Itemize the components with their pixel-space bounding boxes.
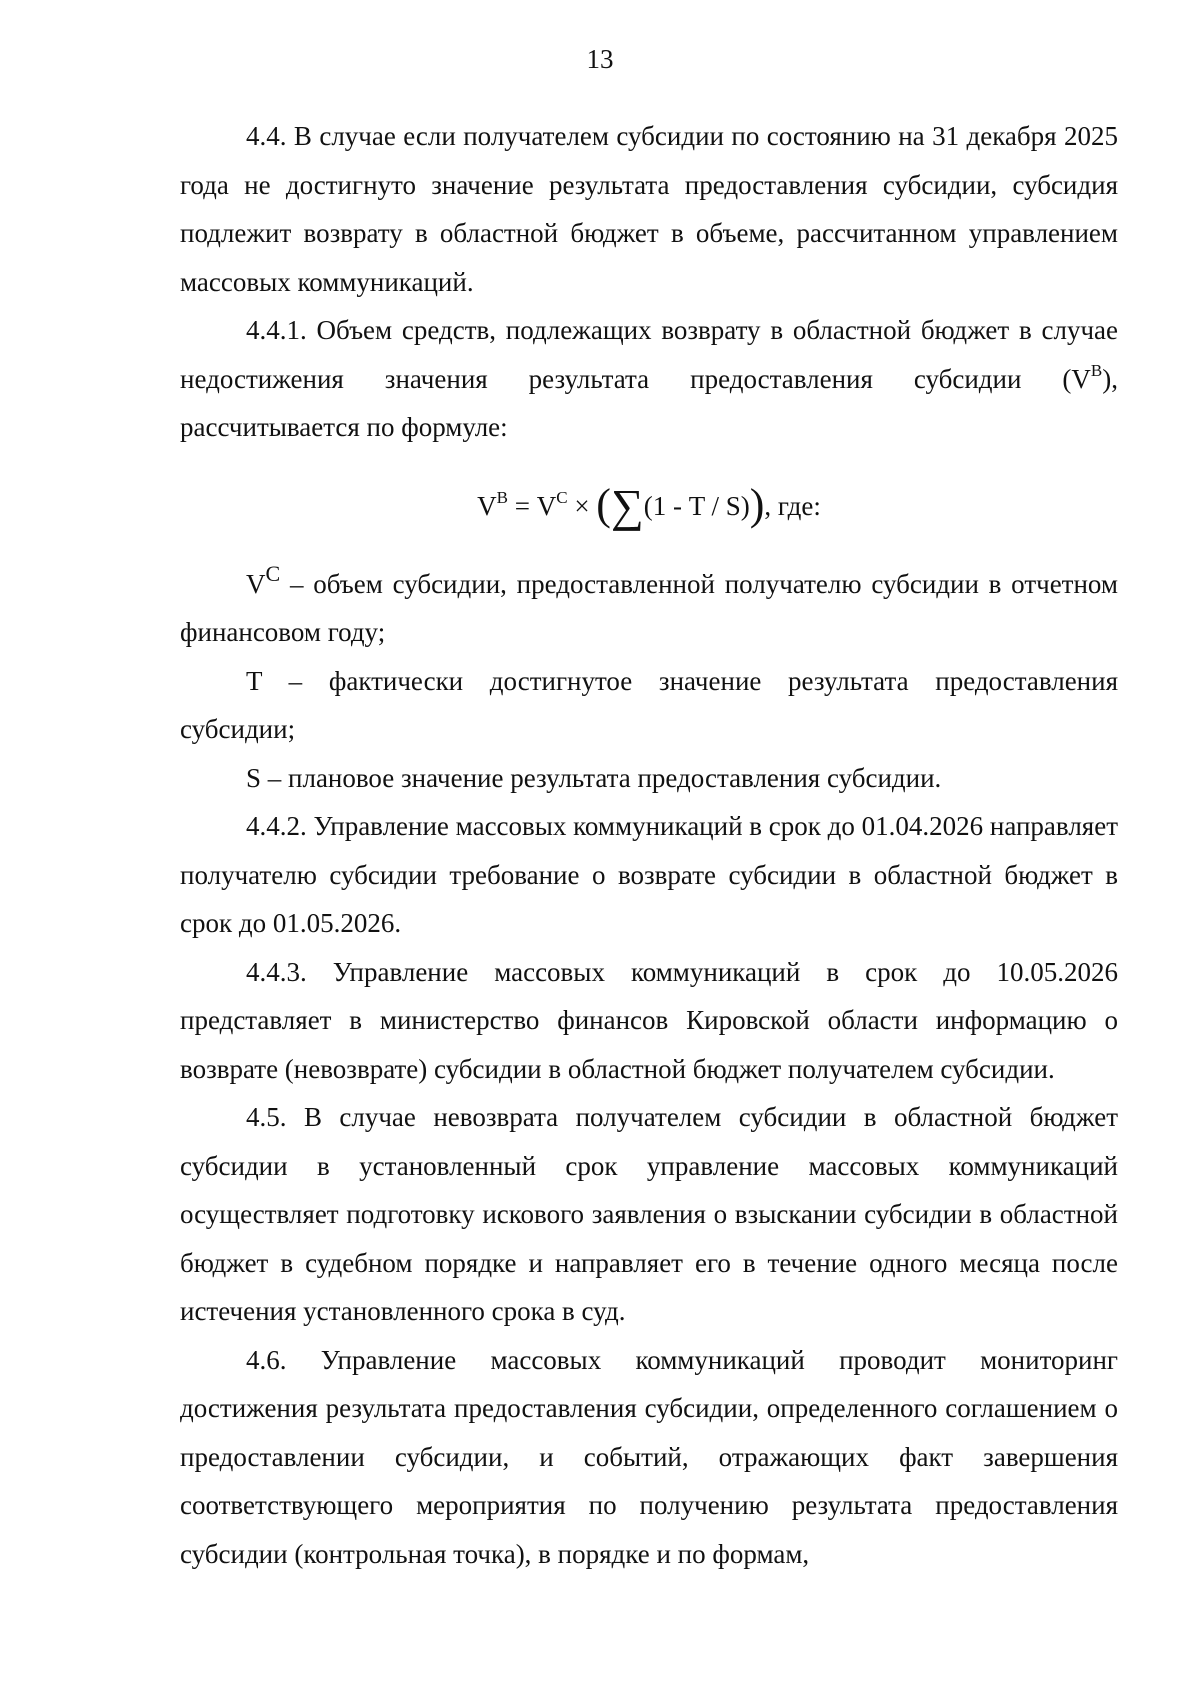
paragraph-4-4-2: 4.4.2. Управление массовых коммуникаций в срок до 01.04.2026 направляет получателю субсидии требование о возврате субсидии в областной бюджет в срок до 01.05.2026.	[180, 811, 1118, 938]
formula-v-left: V	[477, 490, 497, 521]
formula-inner: (1 - T / S)	[643, 490, 750, 521]
formula-close-paren: )	[749, 479, 765, 529]
formula-suffix: , где:	[764, 490, 821, 521]
definition-vc-text: – объем субсидии, предоставленной получателю субсидии в отчетном финансовом году;	[180, 568, 1118, 647]
paragraph-4-4-1-text: 4.4.1. Объем средств, подлежащих возврату в областной бюджет в случае недостижения значения результата предоставления субсидии (V	[180, 315, 1118, 394]
superscript-b: В	[1090, 360, 1103, 380]
paragraph-4-4: 4.4. В случае если получателем субсидии по состоянию на 31 декабря 2025 года не достигнуто значение результата предоставления субсидии, субсидия подлежит возврату в областной бюджет в объеме, рассчитанном управлением массовых коммуникаций.	[180, 121, 1118, 297]
formula-open-paren: (	[596, 479, 611, 529]
paragraph-4-5: 4.5. В случае невозврата получателем субсидии в областной бюджет субсидии в установленный срок управление массовых коммуникаций осуществляет подготовку искового заявления о взыскании субсидии в областной бюджет в судебном порядке и направляет его в течение одного месяца после истечения установленного срока в суд.	[180, 1102, 1118, 1326]
definition-vc-symbol: V	[246, 568, 266, 599]
definition-t: T – фактически достигнутое значение результата предоставления субсидии;	[180, 665, 1118, 744]
formula	[180, 462, 1118, 548]
definition-s: S – плановое значение результата предоставления субсидии.	[246, 762, 942, 793]
page-number: 13	[586, 44, 614, 74]
paragraph-4-4-3: 4.4.3. Управление массовых коммуникаций в срок до 10.05.2026 представляет в министерство финансов Кировской области информацию о возврате (невозврате) субсидии в областной бюджет получателем субсидии.	[180, 956, 1118, 1084]
formula-times: ×	[567, 490, 597, 521]
document-body	[180, 112, 1118, 1578]
paragraph-4-4-1-tail: ), рассчитывается по формуле:	[180, 363, 1118, 442]
formula-v-left-sup: В	[496, 487, 508, 507]
formula-vc-sup: С	[556, 487, 568, 507]
definition-vc-sup: С	[265, 560, 281, 586]
definition-vc	[180, 560, 1118, 657]
paragraph-4-6: 4.6. Управление массовых коммуникаций проводит мониторинг достижения результата предоставления субсидии, определенного соглашением о предоставлении субсидии, и событий, отражающих факт завершения соответствующего мероприятия по получению результата предоставления субсидии (контрольная точка), в порядке и по формам,	[180, 1344, 1118, 1569]
formula-eq-vc: = V	[507, 490, 557, 521]
sigma-symbol: ∑	[610, 479, 644, 531]
paragraph-4-4-1	[180, 306, 1118, 452]
